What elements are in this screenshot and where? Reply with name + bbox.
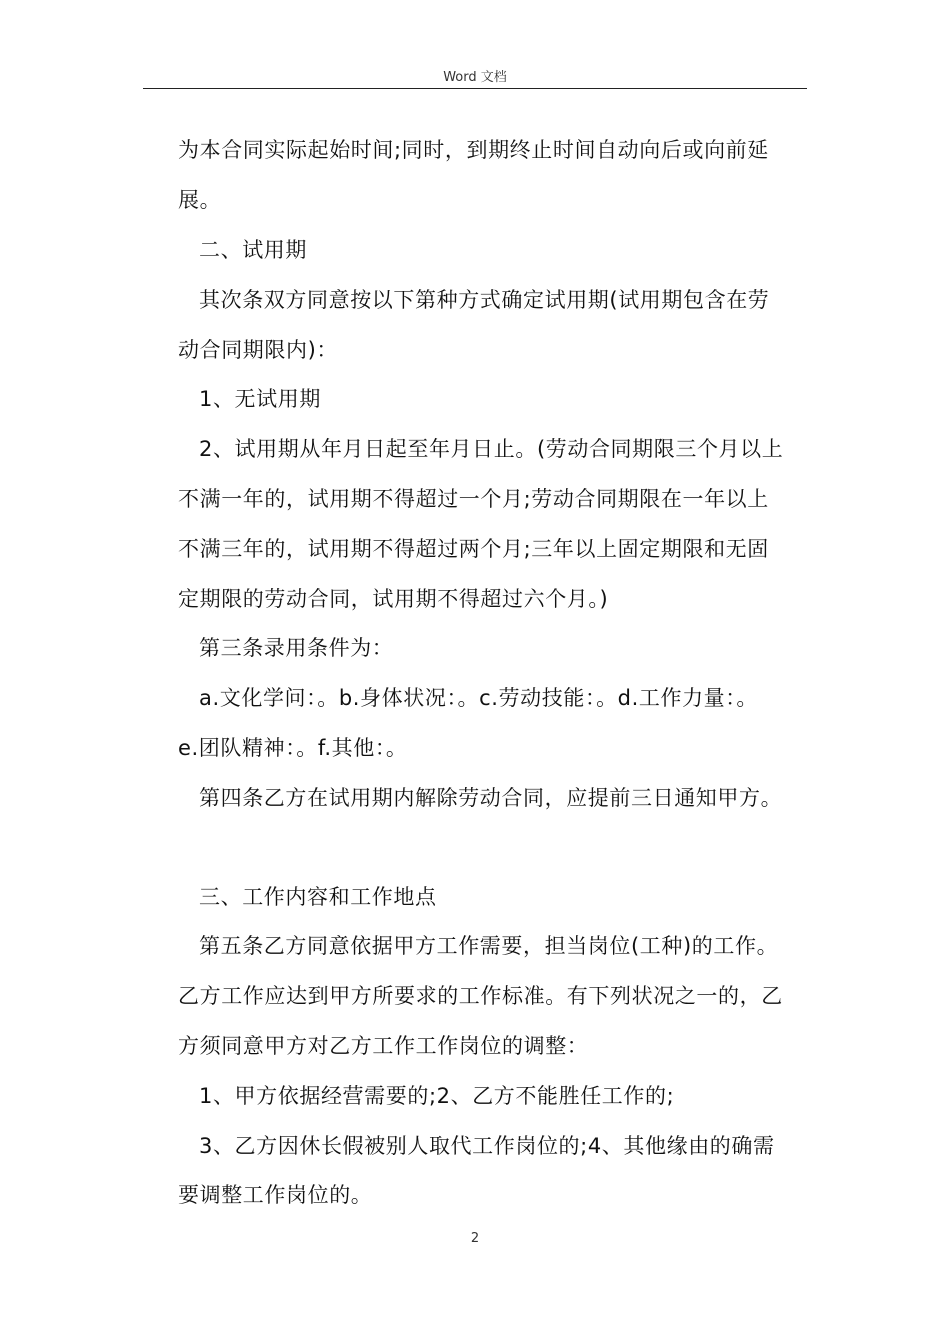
body-line: 第三条录用条件为： bbox=[199, 636, 394, 660]
body-line: 不满一年的，试用期不得超过一个月;劳动合同期限在一年以上 bbox=[178, 487, 769, 511]
body-line: 第五条乙方同意依据甲方工作需要，担当岗位(工种)的工作。 bbox=[199, 934, 779, 958]
body-line: 定期限的劳动合同，试用期不得超过六个月。) bbox=[178, 587, 609, 611]
body-line: 其次条双方同意按以下第种方式确定试用期(试用期包含在劳 bbox=[199, 288, 770, 312]
body-line: 乙方工作应达到甲方所要求的工作标准。有下列状况之一的，乙 bbox=[178, 984, 783, 1008]
body-line: 展。 bbox=[178, 188, 222, 212]
body-line: 第四条乙方在试用期内解除劳动合同，应提前三日通知甲方。 bbox=[199, 786, 783, 810]
body-line: 要调整工作岗位的。 bbox=[178, 1183, 373, 1207]
body-line: 为本合同实际起始时间;同时，到期终止时间自动向后或向前延 bbox=[178, 138, 769, 162]
body-line: 2、试用期从年月日起至年月日止。(劳动合同期限三个月以上 bbox=[199, 437, 784, 461]
body-line: 1、甲方依据经营需要的;2、乙方不能胜任工作的; bbox=[199, 1084, 675, 1108]
section-heading: 三、工作内容和工作地点 bbox=[199, 885, 437, 909]
body-line: 不满三年的，试用期不得超过两个月;三年以上固定期限和无固 bbox=[178, 537, 769, 561]
body-line: a.文化学问：。b.身体状况：。c.劳动技能：。d.工作力量：。 bbox=[199, 686, 758, 710]
section-heading: 二、试用期 bbox=[199, 238, 307, 262]
body-line: 动合同期限内)： bbox=[178, 338, 338, 362]
body-line: e.团队精神：。f.其他：。 bbox=[178, 736, 408, 760]
body-line: 1、无试用期 bbox=[199, 387, 321, 411]
body-line: 方须同意甲方对乙方工作工作岗位的调整： bbox=[178, 1034, 589, 1058]
header-divider bbox=[143, 88, 807, 89]
page-number: 2 bbox=[470, 1231, 480, 1246]
body-line: 3、乙方因休长假被别人取代工作岗位的;4、其他缘由的确需 bbox=[199, 1134, 775, 1158]
page-header: Word 文档 bbox=[443, 70, 507, 85]
